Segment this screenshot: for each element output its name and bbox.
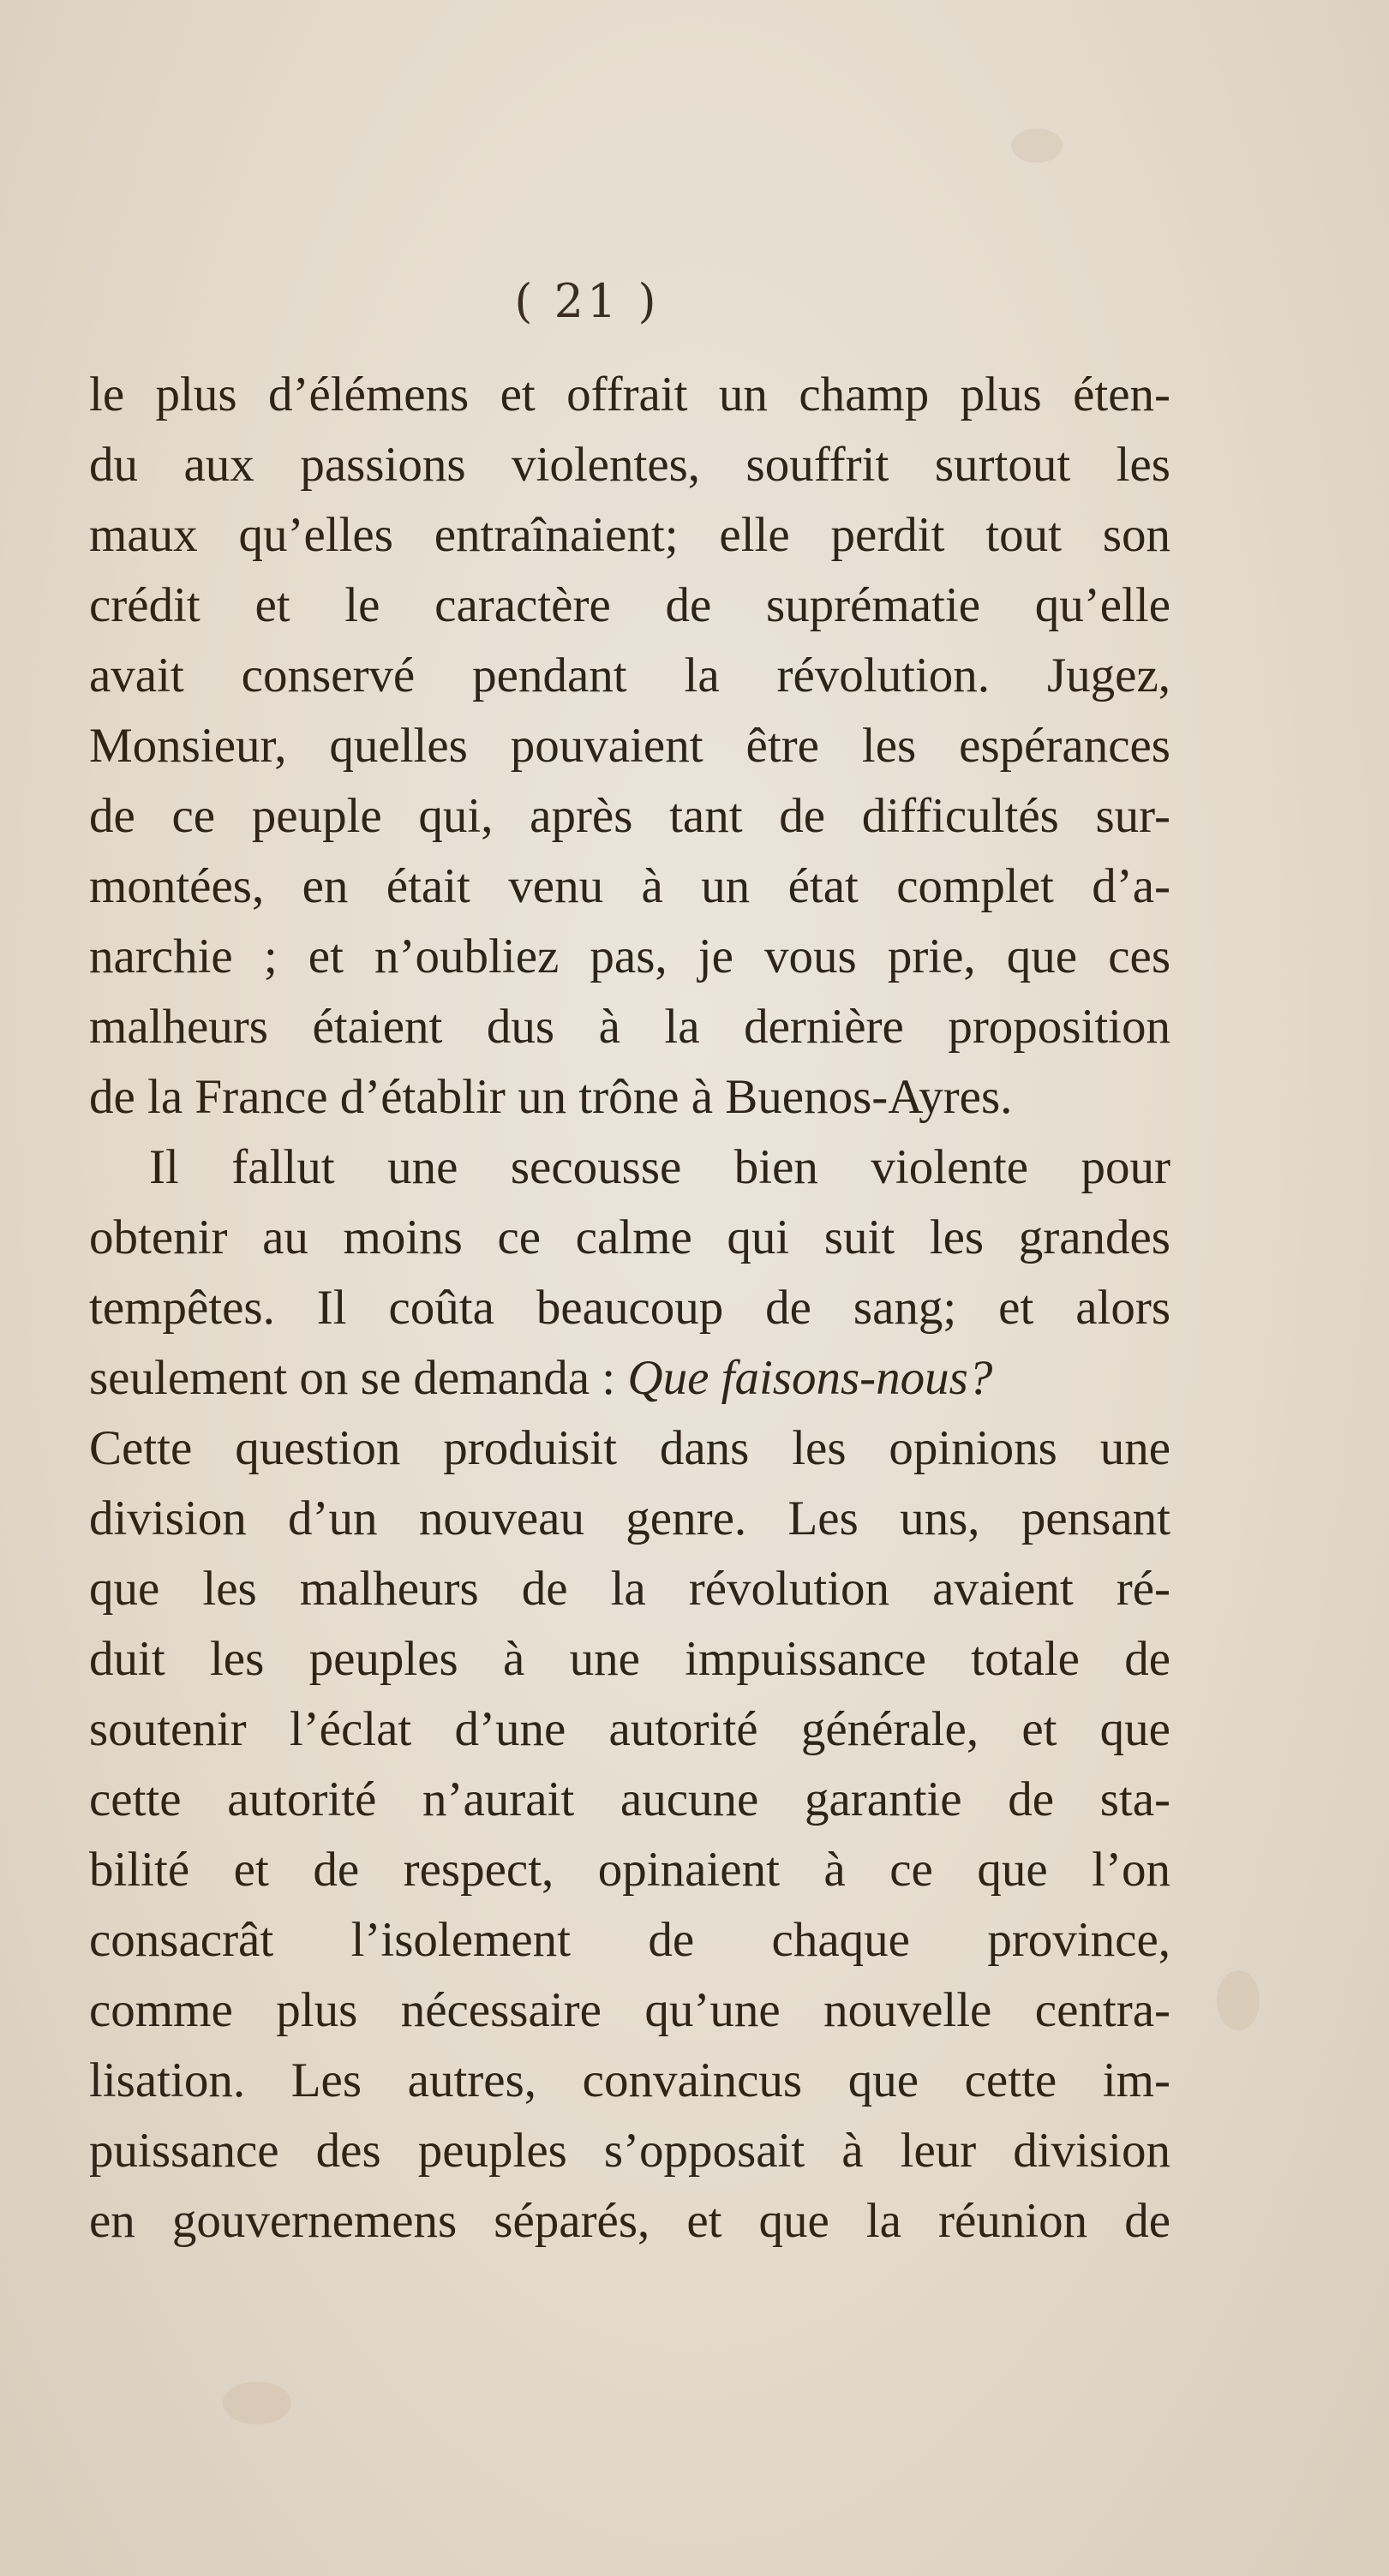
text-line-start: seulement on se demanda : bbox=[89, 1351, 616, 1405]
text-line: Monsieur, quelles pouvaient être les espérances bbox=[89, 719, 1170, 773]
text-line: crédit et le caractère de suprématie qu’elle bbox=[89, 578, 1170, 632]
text-line: que les malheurs de la révolution avaient ré- bbox=[89, 1562, 1170, 1616]
paper-stain bbox=[1217, 1970, 1260, 2030]
text-line: le plus d’élémens et offrait un champ plus éten- bbox=[89, 368, 1170, 421]
text-line: de ce peuple qui, après tant de difficultés sur- bbox=[89, 789, 1170, 843]
text-line-with-italic bbox=[89, 1343, 1170, 1414]
text-line: en gouvernemens séparés, et que la réunion de bbox=[89, 2194, 1170, 2248]
text-line: puissance des peuples s’opposait à leur division bbox=[89, 2124, 1170, 2178]
text-line: consacrât l’isolement de chaque province, bbox=[89, 1913, 1170, 1967]
text-line: tempêtes. Il coûta beaucoup de sang; et alors bbox=[89, 1281, 1170, 1335]
text-line: Cette question produisit dans les opinions une bbox=[89, 1421, 1170, 1475]
text-line: comme plus nécessaire qu’une nouvelle centra- bbox=[89, 1983, 1170, 2037]
text-line: Il fallut une secousse bien violente pour bbox=[149, 1140, 1170, 1194]
text-line: lisation. Les autres, convaincus que cette im- bbox=[89, 2053, 1170, 2107]
text-line: avait conservé pendant la révolution. Jugez, bbox=[89, 648, 1170, 702]
body-text bbox=[89, 360, 1170, 2256]
text-line: duit les peuples à une impuissance totale de bbox=[89, 1632, 1170, 1686]
paper-stain bbox=[1011, 129, 1063, 163]
text-line: soutenir l’éclat d’une autorité générale, et que bbox=[89, 1702, 1170, 1756]
text-line: du aux passions violentes, souffrit surtout les bbox=[89, 438, 1170, 492]
paper-stain bbox=[223, 2382, 291, 2424]
text-line: malheurs étaient dus à la dernière proposition bbox=[89, 1000, 1170, 1054]
italic-question: Que faisons-nous? bbox=[627, 1351, 993, 1405]
text-line: montées, en était venu à un état complet d’a- bbox=[89, 859, 1170, 913]
text-line: bilité et de respect, opinaient à ce que l’on bbox=[89, 1843, 1170, 1897]
text-line: de la France d’établir un trône à Buenos-Ayres. bbox=[89, 1070, 1013, 1124]
text-line: division d’un nouveau genre. Les uns, pensant bbox=[89, 1491, 1170, 1545]
text-line: maux qu’elles entraînaient; elle perdit tout son bbox=[89, 508, 1170, 562]
page-number: ( 21 ) bbox=[514, 274, 660, 328]
text-line: cette autorité n’aurait aucune garantie de sta- bbox=[89, 1772, 1170, 1826]
text-line: narchie ; et n’oubliez pas, je vous prie, que ces bbox=[89, 929, 1170, 983]
text-line: obtenir au moins ce calme qui suit les grandes bbox=[89, 1210, 1170, 1264]
